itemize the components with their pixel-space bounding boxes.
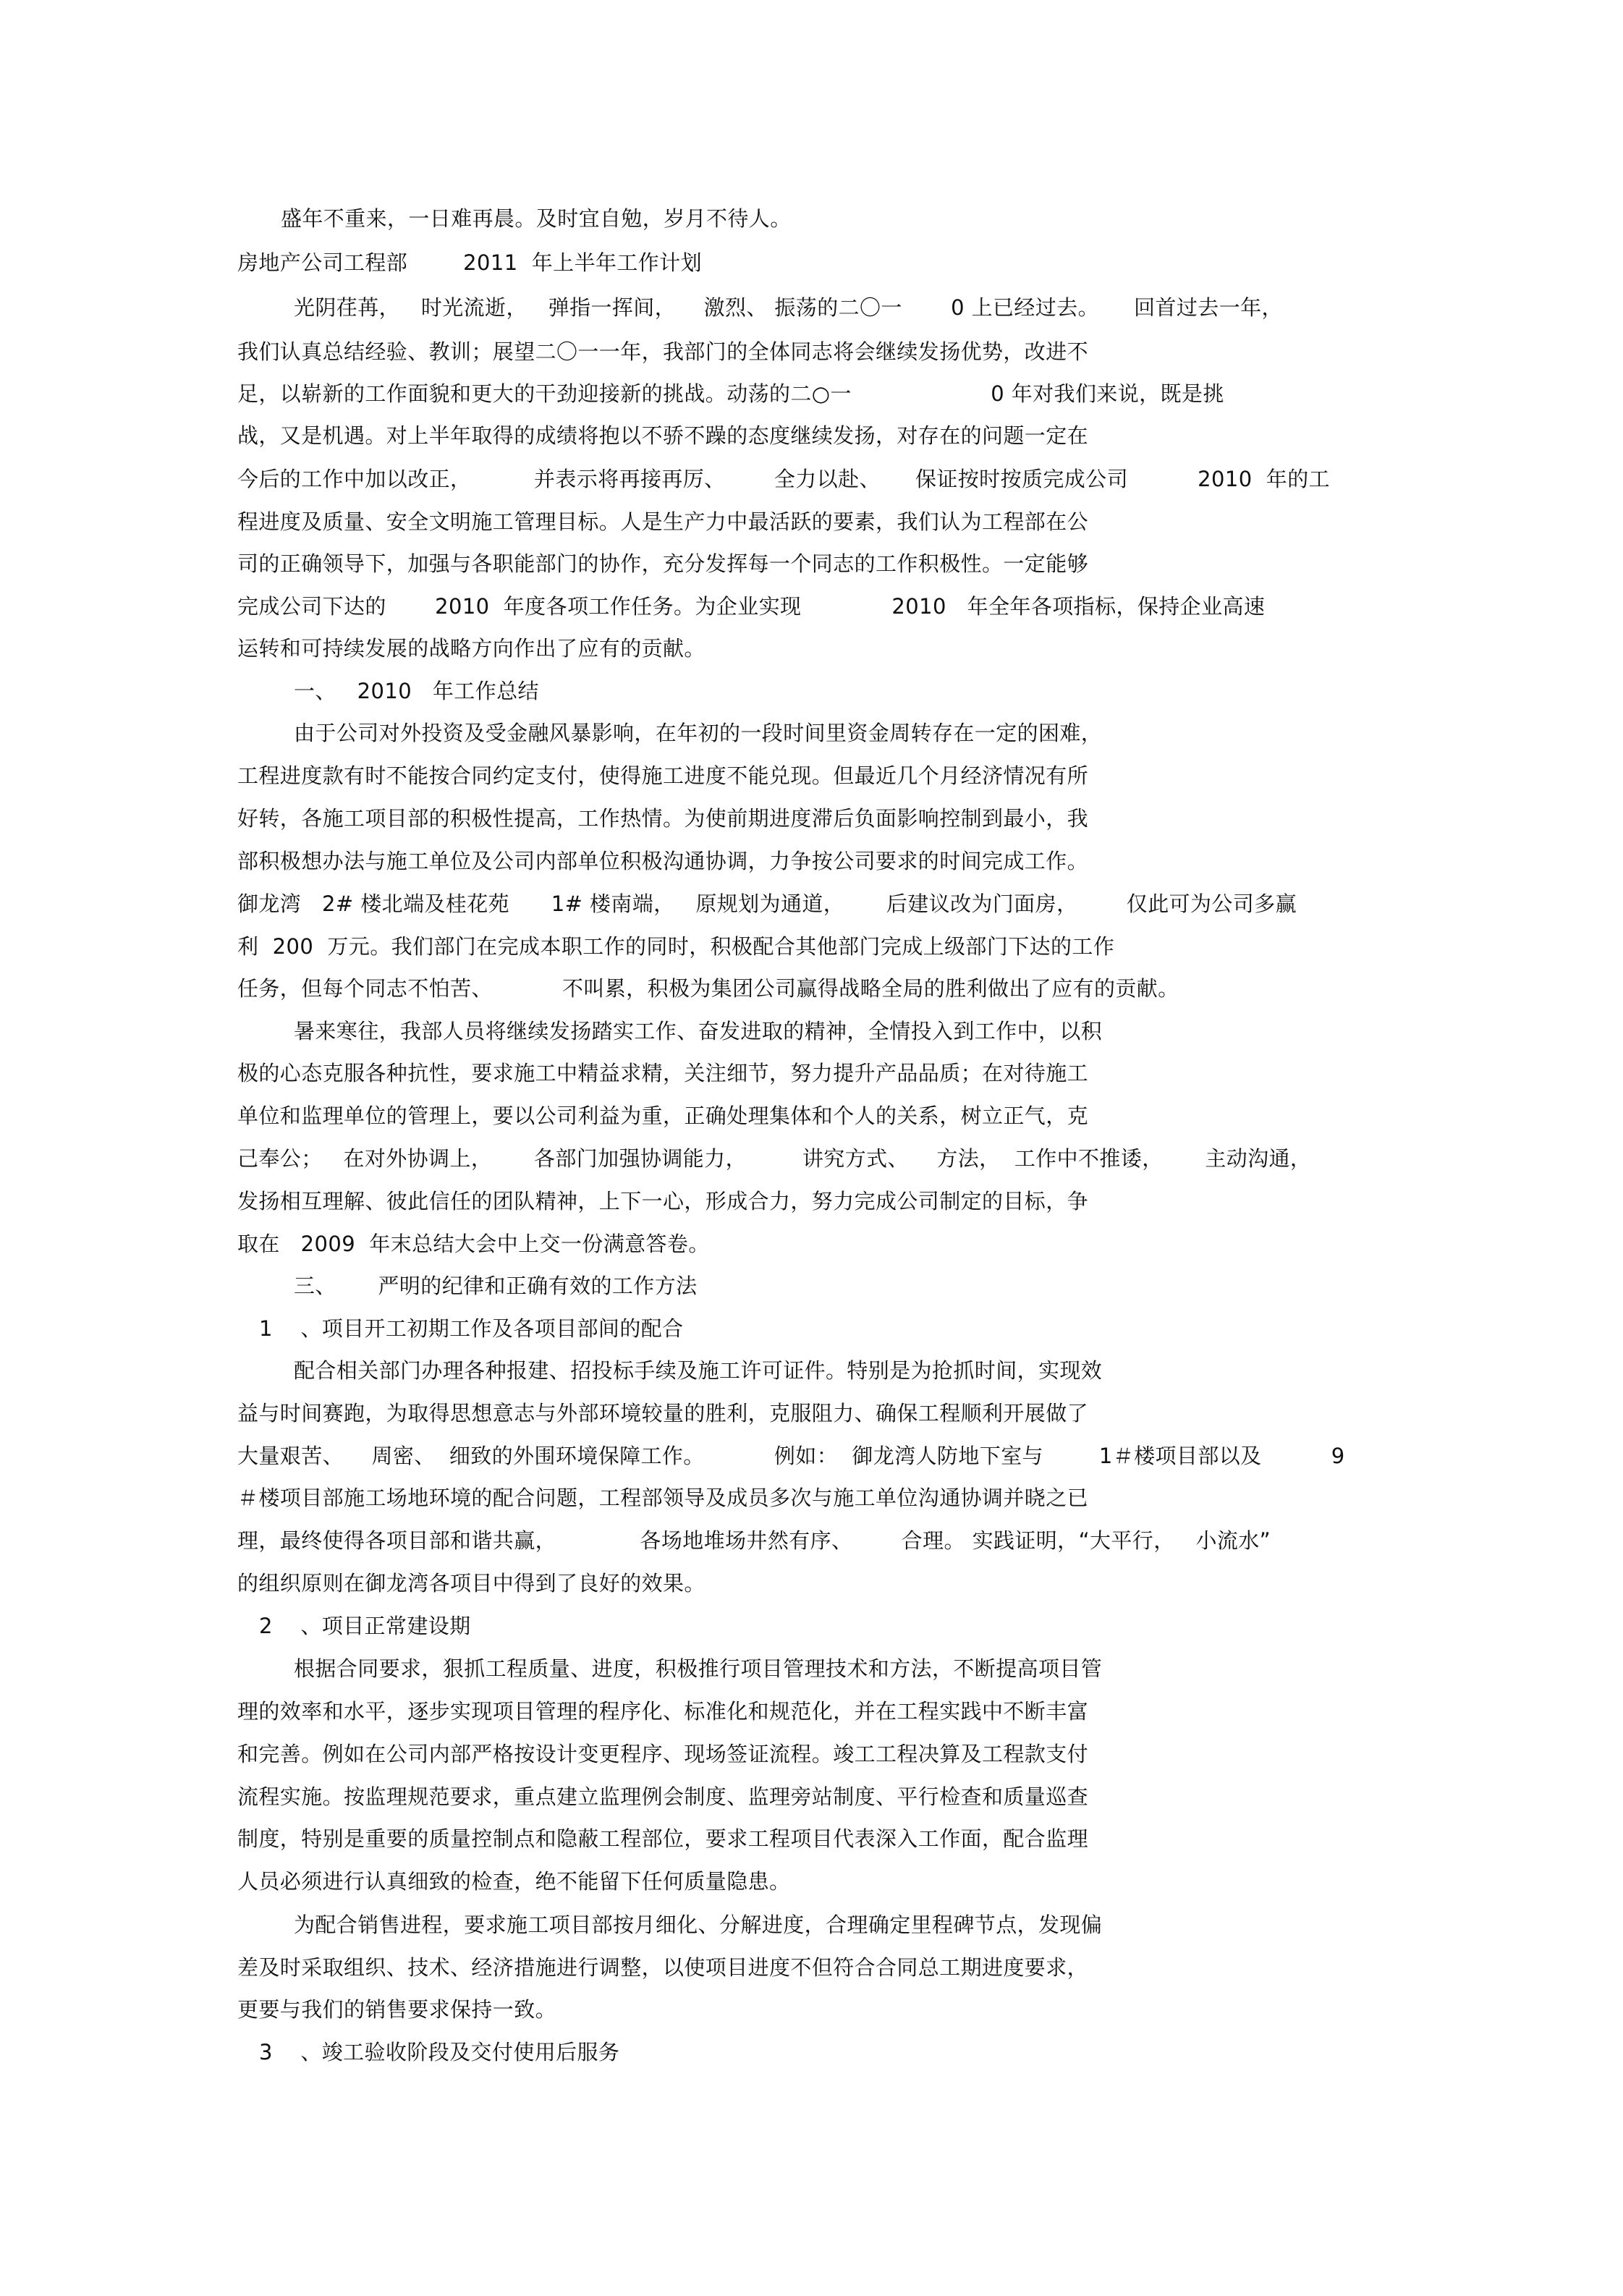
subsection-heading: 2 、项目正常建设期 (259, 1614, 471, 1638)
text-line: 暑来寒往，我部人员将继续发扬踏实工作、奋发进取的精神，全情投入到工作中，以积 (294, 1019, 1103, 1043)
text-line: 战，又是机遇。对上半年取得的成绩将抱以不骄不躁的态度继续发扬，对存在的问题一定在 (237, 423, 1089, 448)
text-line: 大量艰苦、 周密、 细致的外围环境保障工作。 例如： 御龙湾人防地下室与 1＃楼项目部以及 9 (237, 1444, 1345, 1468)
text-line: 己奉公； 在对外协调上， 各部门加强协调能力， 讲究方式、 方法， 工作中不推诿， 主动沟通， (237, 1146, 1312, 1171)
text-line: 发扬相互理解、彼此信任的团队精神，上下一心，形成合力，努力完成公司制定的目标，争 (237, 1189, 1089, 1213)
text-line: 益与时间赛跑，为取得思想意志与外部环境较量的胜利，克服阻力、确保工程顺利开展做了 (237, 1401, 1089, 1426)
text-line: 流程实施。按监理规范要求，重点建立监理例会制度、监理旁站制度、平行检查和质量巡查 (237, 1784, 1089, 1809)
subsection-heading: 1 、项目开工初期工作及各项目部间的配合 (259, 1316, 684, 1341)
text-line: 完成公司下达的 2010 年度各项工作任务。为企业实现 2010 年全年各项指标，保持企业高速 (237, 594, 1266, 619)
text-line: 单位和监理单位的管理上，要以公司利益为重，正确处理集体和个人的关系，树立正气，克 (237, 1103, 1089, 1128)
text-line: 我们认真总结经验、教训；展望二〇一一年，我部门的全体同志将会继续发扬优势，改进不 (237, 339, 1089, 364)
section-heading: 三、 严明的纪律和正确有效的工作方法 (294, 1274, 698, 1298)
text-line: 工程进度款有时不能按合同约定支付，使得施工进度不能兑现。但最近几个月经济情况有所 (237, 763, 1089, 788)
text-line: 极的心态克服各种抗性，要求施工中精益求精，关注细节，努力提升产品品质；在对待施工 (237, 1061, 1089, 1085)
text-line: 御龙湾 2# 楼北端及桂花苑 1# 楼南端， 原规划为通道， 后建议改为门面房， 仅此可为公司多赢 (237, 891, 1297, 916)
document-title: 房地产公司工程部 2011 年上半年工作计划 (237, 250, 702, 275)
text-line: 配合相关部门办理各种报建、招投标手续及施工许可证件。特别是为抢抓时间，实现效 (294, 1358, 1103, 1383)
text-line: 取在 2009 年末总结大会中上交一份满意答卷。 (237, 1232, 710, 1256)
text-line: 光阴荏苒， 时光流逝， 弹指一挥间， 激烈、 振荡的二〇一 0 上已经过去。 回首过去一年， (294, 295, 1283, 320)
text-line: 根据合同要求，狠抓工程质量、进度，积极推行项目管理技术和方法，不断提高项目管 (294, 1656, 1103, 1681)
text-line: 理，最终使得各项目部和谐共赢， 各场地堆场井然有序、 合理。 实践证明，“大平行， 小流水” (237, 1528, 1271, 1553)
text-line: 和完善。例如在公司内部严格按设计变更程序、现场签证流程。竣工工程决算及工程款支付 (237, 1742, 1089, 1766)
motto-line: 盛年不重来，一日难再晨。及时宜自勉，岁月不待人。 (281, 206, 792, 231)
text-line: 为配合销售进程，要求施工项目部按月细化、分解进度，合理确定里程碑节点，发现偏 (294, 1912, 1103, 1937)
text-line: 好转，各施工项目部的积极性提高，工作热情。为使前期进度滞后负面影响控制到最小，我 (237, 806, 1089, 831)
text-line: 由于公司对外投资及受金融风暴影响，在年初的一段时间里资金周转存在一定的困难， (294, 721, 1103, 745)
text-line: 的组织原则在御龙湾各项目中得到了良好的效果。 (237, 1571, 705, 1596)
text-line: 制度，特别是重要的质量控制点和隐蔽工程部位，要求工程项目代表深入工作面，配合监理 (237, 1826, 1089, 1851)
text-line: 司的正确领导下，加强与各职能部门的协作，充分发挥每一个同志的工作积极性。一定能够 (237, 551, 1089, 576)
section-heading: 一、 2010 年工作总结 (294, 679, 539, 703)
text-line: 运转和可持续发展的战略方向作出了应有的贡献。 (237, 636, 705, 661)
text-line: 人员必须进行认真细致的检查，绝不能留下任何质量隐患。 (237, 1869, 791, 1894)
text-line: 任务，但每个同志不怕苦、 不叫累，积极为集团公司赢得战略全局的胜利做出了应有的贡献。 (237, 976, 1179, 1001)
text-line: 理的效率和水平，逐步实现项目管理的程序化、标准化和规范化，并在工程实践中不断丰富 (237, 1699, 1089, 1724)
text-line: 足，以崭新的工作面貌和更大的干劲迎接新的挑战。动荡的二○一 0 年对我们来说，既是挑 (237, 381, 1224, 406)
text-line: 利 200 万元。我们部门在完成本职工作的同时，积极配合其他部门完成上级部门下达的工作 (237, 934, 1115, 959)
text-line: ＃楼项目部施工场地环境的配合问题，工程部领导及成员多次与施工单位沟通协调并晓之已 (237, 1486, 1089, 1510)
text-line: 程进度及质量、安全文明施工管理目标。人是生产力中最活跃的要素，我们认为工程部在公 (237, 509, 1089, 534)
text-line: 部积极想办法与施工单位及公司内部单位积极沟通协调，力争按公司要求的时间完成工作。 (237, 849, 1089, 873)
text-line: 差及时采取组织、技术、经济措施进行调整，以使项目进度不但符合合同总工期进度要求， (237, 1955, 1089, 1980)
text-line: 今后的工作中加以改正， 并表示将再接再厉、 全力以赴、 保证按时按质完成公司 2010 年的工 (237, 467, 1331, 491)
subsection-heading: 3 、竣工验收阶段及交付使用后服务 (259, 2040, 620, 2064)
text-line: 更要与我们的销售要求保持一致。 (237, 1997, 557, 2022)
